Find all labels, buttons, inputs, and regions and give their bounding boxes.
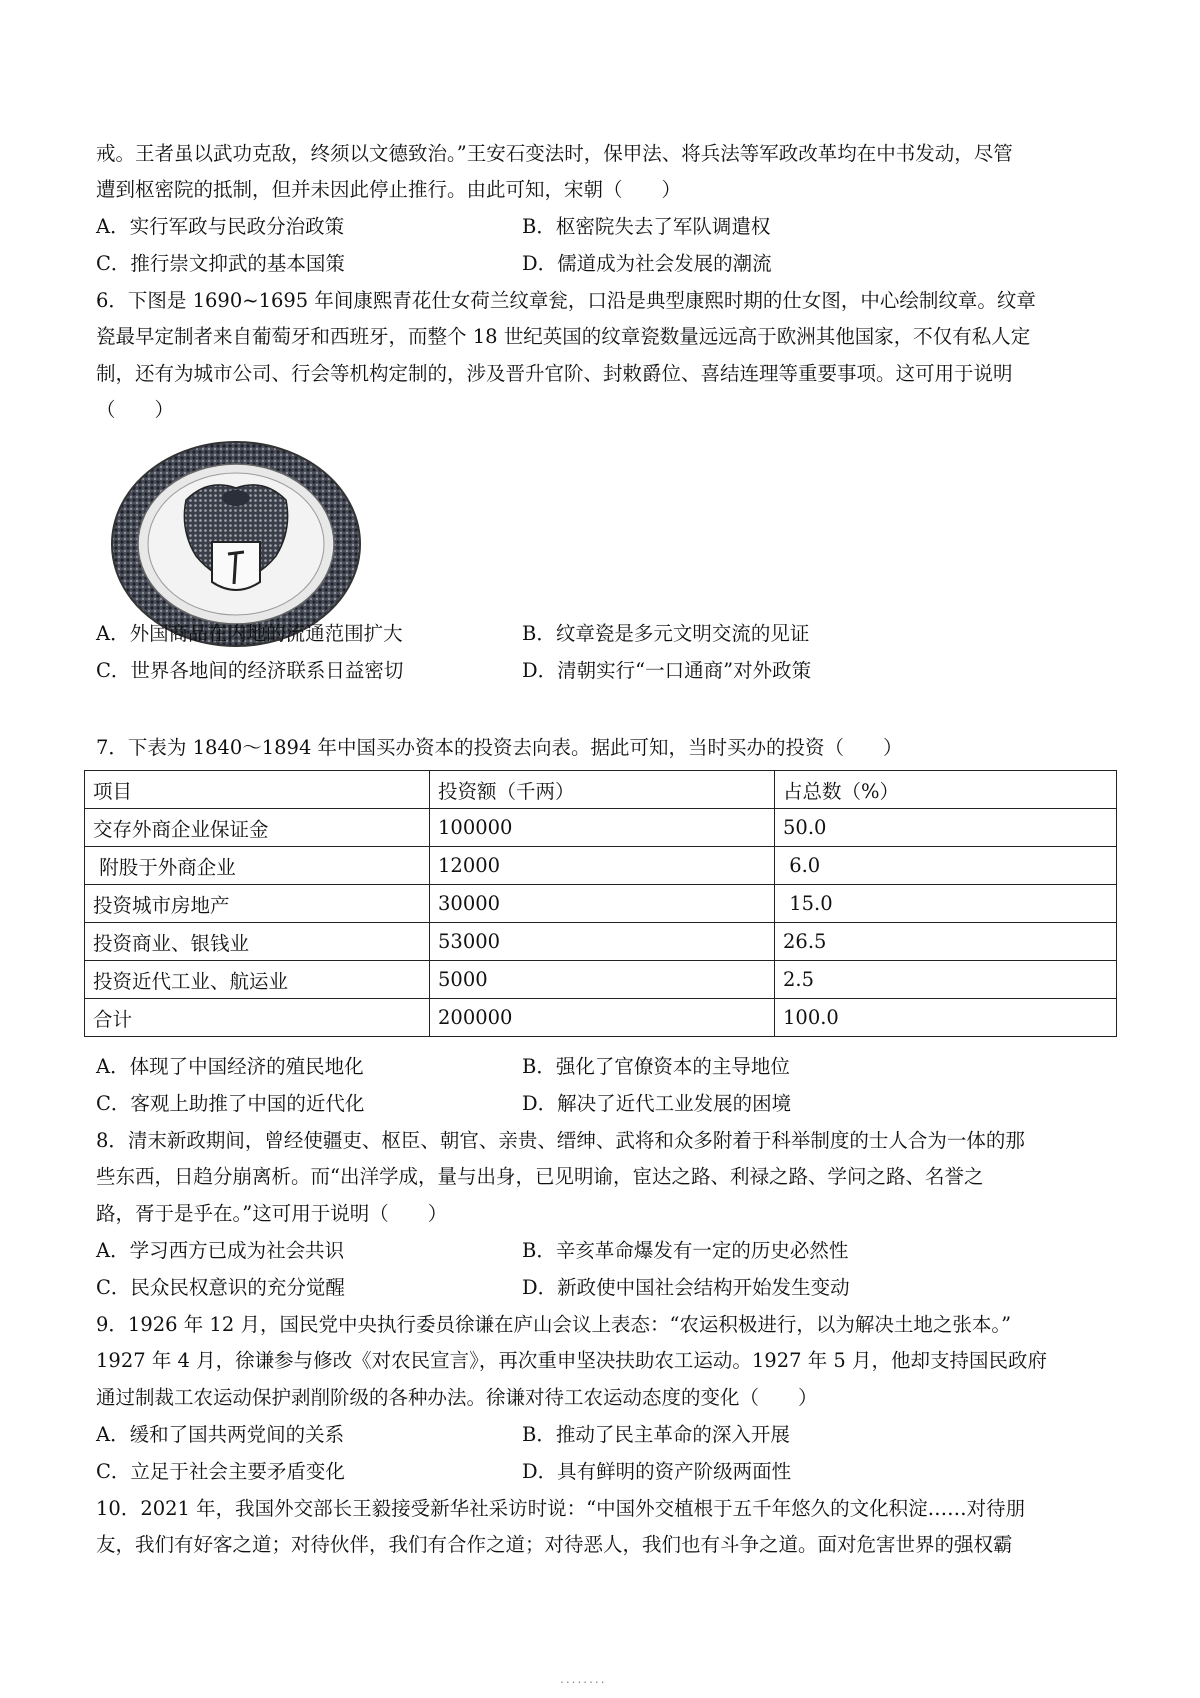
q8-option-a: A．学习西方已成为社会共识 (96, 1239, 345, 1262)
q7-option-d: D．解决了近代工业发展的困境 (522, 1092, 792, 1115)
q7-option-b: B．强化了官僚资本的主导地位 (522, 1055, 790, 1078)
q9-option-c: C．立足于社会主要矛盾变化 (96, 1460, 345, 1483)
q9-text-line-1: 9．1926 年 12 月，国民党中央执行委员徐谦在庐山会议上表态：“农运积极进行，以为解决土地之张本。” (96, 1313, 1012, 1336)
q8-option-b: B．辛亥革命爆发有一定的历史必然性 (522, 1239, 849, 1262)
q8-text-line-2: 些东西，日趋分崩离析。而“出洋学成，量与出身，已见明谕，宦达之路、利禄之路、学问之路、名誉之 (96, 1165, 984, 1188)
q6-option-a: A．外国商品在内地的流通范围扩大 (96, 622, 403, 645)
table-cell: 6.0 (775, 847, 1117, 885)
table-cell: 合计 (85, 999, 430, 1037)
q8-option-c: C．民众民权意识的充分觉醒 (96, 1276, 345, 1299)
q6-text-line-1: 6．下图是 1690~1695 年间康熙青花仕女荷兰纹章瓮，口沿是典型康熙时期的仕女图，中心绘制纹章。纹章 (96, 289, 1036, 312)
q9-option-b: B．推动了民主革命的深入开展 (522, 1423, 790, 1446)
q6-option-b: B．纹章瓷是多元文明交流的见证 (522, 622, 810, 645)
q6-option-d: D．清朝实行“一口通商”对外政策 (522, 659, 812, 682)
q8-option-d: D．新政使中国社会结构开始发生变动 (522, 1276, 850, 1299)
q7-option-c: C．客观上助推了中国的近代化 (96, 1092, 365, 1115)
table-row (85, 885, 1117, 923)
q8-text-line-1: 8．清末新政期间，曾经使疆吏、枢臣、朝官、亲贵、缙绅、武将和众多附着于科举制度的士人合为一体的那 (96, 1129, 1025, 1152)
table-cell: 30000 (430, 885, 775, 923)
table-row (85, 923, 1117, 961)
table-header-cell: 占总数（%） (775, 771, 1117, 809)
q6-option-c: C．世界各地间的经济联系日益密切 (96, 659, 404, 682)
q5-text-line-1: 戒。王者虽以武功克敌，终须以文德致治。”王安石变法时，保甲法、将兵法等军政改革均在中书发动，尽管 (96, 142, 1013, 165)
table-row (85, 847, 1117, 885)
armorial-plate-image (108, 438, 364, 650)
table-cell: 附股于外商企业 (85, 847, 430, 885)
table-cell: 2.5 (775, 961, 1117, 999)
table-row (85, 809, 1117, 847)
q6-text-line-4: （ ） (96, 398, 175, 421)
table-cell: 投资近代工业、航运业 (85, 961, 430, 999)
q9-option-a: A．缓和了国共两党间的关系 (96, 1423, 345, 1446)
table-header-cell: 投资额（千两） (430, 771, 775, 809)
table-cell: 200000 (430, 999, 775, 1037)
q5-option-c: C．推行崇文抑武的基本国策 (96, 252, 345, 275)
table-cell: 投资商业、银钱业 (85, 923, 430, 961)
page-footer-mark: ........ (560, 1672, 607, 1686)
q7-option-a: A．体现了中国经济的殖民地化 (96, 1055, 364, 1078)
q5-option-d: D．儒道成为社会发展的潮流 (522, 252, 772, 275)
table-cell: 53000 (430, 923, 775, 961)
table-cell: 100000 (430, 809, 775, 847)
comprador-investment-table (84, 770, 1117, 1037)
q7-text-line-1: 7．下表为 1840～1894 年中国买办资本的投资去向表。据此可知，当时买办的投资（ ） (96, 736, 903, 759)
q6-text-line-3: 制，还有为城市公司、行会等机构定制的，涉及晋升官阶、封敕爵位、喜结连理等重要事项。这可用于说明 (96, 362, 1013, 385)
table-row (85, 999, 1117, 1037)
table-cell: 交存外商企业保证金 (85, 809, 430, 847)
q5-text-line-2: 遭到枢密院的抵制，但并未因此停止推行。由此可知，宋朝（ ） (96, 178, 682, 201)
q9-text-line-3: 通过制裁工农运动保护剥削阶级的各种办法。徐谦对待工农运动态度的变化（ ） (96, 1386, 818, 1409)
table-cell: 12000 (430, 847, 775, 885)
table-cell: 5000 (430, 961, 775, 999)
table-header-cell: 项目 (85, 771, 430, 809)
q6-text-line-2: 瓷最早定制者来自葡萄牙和西班牙，而整个 18 世纪英国的纹章瓷数量远远高于欧洲其他国家，不仅有私人定 (96, 325, 1031, 348)
table-row (85, 961, 1117, 999)
table-header-row (85, 771, 1117, 809)
q9-option-d: D．具有鲜明的资产阶级两面性 (522, 1460, 792, 1483)
table-cell: 15.0 (775, 885, 1117, 923)
q10-text-line-2: 友，我们有好客之道；对待伙伴，我们有合作之道；对待恶人，我们也有斗争之道。面对危害世界的强权霸 (96, 1533, 1013, 1556)
table-cell: 100.0 (775, 999, 1117, 1037)
table-cell: 投资城市房地产 (85, 885, 430, 923)
table-cell: 26.5 (775, 923, 1117, 961)
q5-option-a: A．实行军政与民政分治政策 (96, 215, 345, 238)
q10-text-line-1: 10．2021 年，我国外交部长王毅接受新华社采访时说：“中国外交植根于五千年悠久的文化积淀……对待朋 (96, 1497, 1026, 1520)
q8-text-line-3: 路，胥于是乎在。”这可用于说明（ ） (96, 1202, 448, 1225)
q9-text-line-2: 1927 年 4 月，徐谦参与修改《对农民宣言》，再次重申坚决扶助农工运动。1927 年 5 月，他却支持国民政府 (96, 1349, 1048, 1372)
table-cell: 50.0 (775, 809, 1117, 847)
q5-option-b: B．枢密院失去了军队调遣权 (522, 215, 771, 238)
